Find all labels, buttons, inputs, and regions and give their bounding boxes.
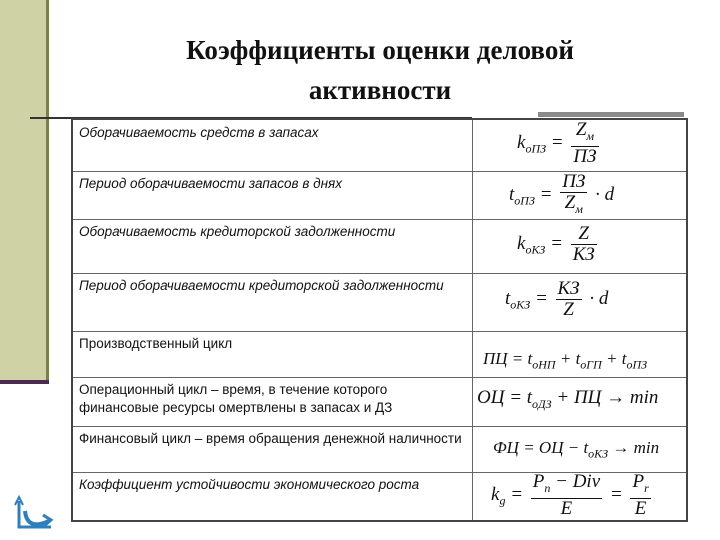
row-label: Оборачиваемость средств в запасах bbox=[73, 120, 473, 171]
title-underline-shadow bbox=[538, 112, 684, 117]
table-row bbox=[73, 472, 686, 520]
row-label: Финансовый цикл – время обращения денежной наличности bbox=[73, 426, 473, 472]
row-label: Производственный цикл bbox=[73, 331, 473, 377]
table-row bbox=[73, 426, 686, 473]
row-formula: ПЦ = $t_{оНП} + t_{оГП} + t_{оПЗ}$ bbox=[483, 349, 648, 372]
row-formula: $k_g$ = $\frac{P_n - Div}{E}$ = $\frac{P_r}{E}$ bbox=[491, 471, 649, 519]
row-formula: $t_{оКЗ}$ = $\frac{КЗ}{Z}$ · d bbox=[505, 278, 609, 320]
ratios-table bbox=[71, 118, 688, 522]
title-line-2: активности bbox=[308, 75, 452, 105]
table-row bbox=[73, 377, 686, 427]
sidebar-edge bbox=[46, 0, 49, 383]
row-label: Период оборачиваемости запасов в днях bbox=[73, 171, 473, 219]
row-formula: ФЦ = ОЦ − $t_{оКЗ} \to \min$ bbox=[493, 438, 660, 461]
curved-arrow-icon[interactable] bbox=[11, 491, 59, 533]
row-label: Коэффициент устойчивости экономического роста bbox=[73, 472, 473, 520]
table-row bbox=[73, 273, 686, 332]
table-row bbox=[73, 120, 686, 172]
table-row bbox=[73, 331, 686, 378]
sidebar-bottom-bar bbox=[0, 380, 49, 384]
title-line-1: Коэффициенты оценки деловой bbox=[186, 35, 574, 65]
row-formula: $t_{оПЗ}$ = $\frac{ПЗ}{Z_м}$ · d bbox=[509, 171, 615, 216]
page-title bbox=[100, 30, 660, 110]
sidebar-decoration bbox=[0, 0, 46, 383]
row-label: Операционный цикл – время, в течение которого финансовые ресурсы омертвлены в запасах и ДЗ bbox=[73, 377, 473, 426]
row-formula: $k_{оКЗ}$ = $\frac{Z}{КЗ}$ bbox=[517, 223, 595, 265]
row-label: Период оборачиваемости кредиторской задолженности bbox=[73, 273, 473, 331]
table-row bbox=[73, 219, 686, 274]
table-row bbox=[73, 171, 686, 220]
row-label: Оборачиваемость кредиторской задолженности bbox=[73, 219, 473, 273]
row-formula: ОЦ = $t_{оДЗ}$ + ПЦ → min bbox=[477, 387, 659, 411]
row-formula: $k_{оПЗ}$ = $\frac{Z_м}{ПЗ}$ bbox=[517, 119, 597, 167]
